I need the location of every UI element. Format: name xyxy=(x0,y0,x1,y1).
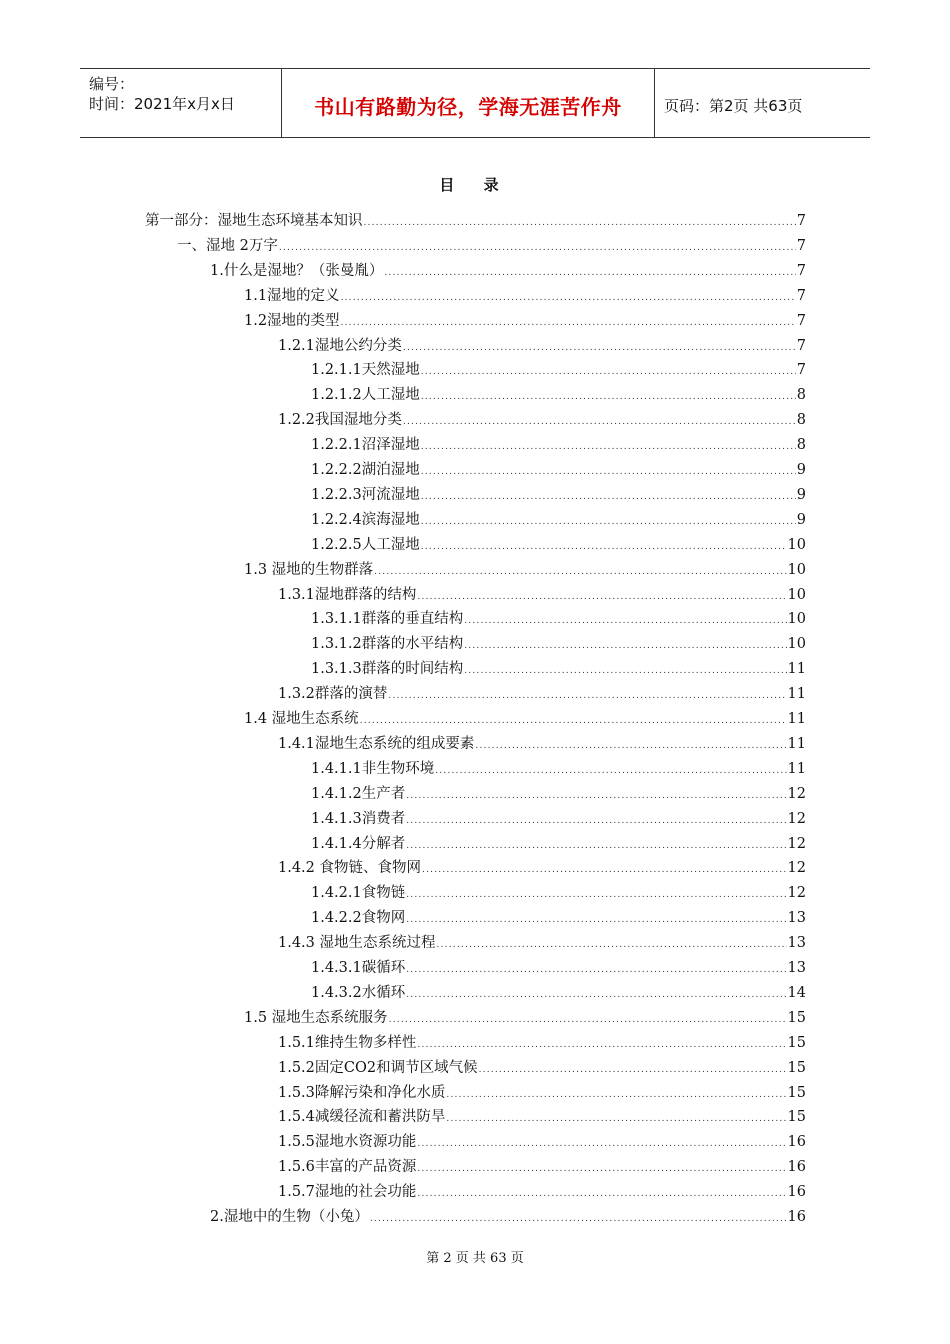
toc-entry-title: 1.4.1.1非生物环境 xyxy=(311,760,435,777)
toc-entry-page-number: 16 xyxy=(787,1209,806,1225)
toc-entry[interactable] xyxy=(311,533,806,553)
toc-leader-dots xyxy=(435,766,786,776)
header-table xyxy=(80,68,870,138)
toc-entry-title: 1.4.1湿地生态系统的组成要素 xyxy=(278,735,475,752)
toc-leader-dots xyxy=(406,841,786,851)
header-page-info: 页码：第2页 共63页 xyxy=(664,97,803,115)
toc-entry[interactable] xyxy=(278,1155,806,1175)
toc-entry[interactable] xyxy=(311,358,806,378)
toc-leader-dots xyxy=(437,940,787,950)
toc-entry-title: 1.4.2.2食物网 xyxy=(311,910,406,927)
toc-entry-page-number: 14 xyxy=(787,984,806,1001)
toc-entry-page-number: 12 xyxy=(787,810,806,827)
header-motto: 书山有路勤为径，学海无涯苦作舟 xyxy=(314,95,622,119)
toc-entry-title: 1.3 湿地的生物群落 xyxy=(244,561,374,578)
toc-leader-dots xyxy=(403,343,796,353)
toc-entry-page-number: 16 xyxy=(787,1134,806,1151)
toc-entry[interactable] xyxy=(210,1205,806,1225)
toc-entry-page-number: 7 xyxy=(796,337,806,354)
toc-leader-dots xyxy=(406,915,786,925)
toc-leader-dots xyxy=(464,641,786,651)
toc-leader-dots xyxy=(384,268,795,278)
toc-entry-title: 1.5.6丰富的产品资源 xyxy=(278,1159,417,1176)
toc-leader-dots xyxy=(479,1065,787,1075)
toc-leader-dots xyxy=(406,791,786,801)
toc-entry-title: 1.3.1.1群落的垂直结构 xyxy=(311,611,464,628)
toc-entry-page-number: 15 xyxy=(787,1009,806,1026)
toc-entry[interactable] xyxy=(244,707,806,727)
toc-entry-title: 1.4.1.2生产者 xyxy=(311,785,406,802)
toc-leader-dots xyxy=(464,666,786,676)
toc-leader-dots xyxy=(360,716,787,726)
toc-entry-page-number: 7 xyxy=(796,362,806,379)
toc-entry[interactable] xyxy=(311,458,806,478)
toc-entry[interactable] xyxy=(311,981,806,1001)
toc-entry-page-number: 7 xyxy=(796,237,806,254)
toc-entry-page-number: 9 xyxy=(796,511,806,528)
toc-leader-dots xyxy=(446,1114,786,1124)
toc-leader-dots xyxy=(417,1139,786,1149)
toc-entry-page-number: 10 xyxy=(787,636,806,653)
toc-entry[interactable] xyxy=(311,383,806,403)
toc-entry-page-number: 8 xyxy=(796,437,806,454)
toc-entry-title: 1.2.2.2湖泊湿地 xyxy=(311,462,420,478)
toc-entry-page-number: 13 xyxy=(787,910,806,927)
toc-entry-title: 1.什么是湿地？（张曼胤） xyxy=(210,262,384,279)
toc-leader-dots xyxy=(417,592,786,602)
header-meta-cell xyxy=(80,69,282,137)
toc-entry[interactable] xyxy=(311,632,806,652)
toc-entry-title: 1.4.1.3消费者 xyxy=(311,810,406,827)
toc-entry-title: 1.2.2.3河流湿地 xyxy=(311,486,420,503)
toc-entry-title: 1.2.1.1天然湿地 xyxy=(311,362,420,379)
toc-entry-page-number: 7 xyxy=(796,287,806,304)
toc-entry-title: 1.4 湿地生态系统 xyxy=(244,711,359,727)
toc-entry[interactable] xyxy=(278,1130,806,1150)
toc-entry-title: 1.4.3 湿地生态系统过程 xyxy=(278,935,436,952)
toc-entry-title: 1.4.3.2水循环 xyxy=(311,984,406,1001)
toc-entry-title: 1.3.2群落的演替 xyxy=(278,686,388,703)
toc-entry-page-number: 15 xyxy=(787,1059,806,1076)
toc-leader-dots xyxy=(406,816,786,826)
toc-entry-page-number: 10 xyxy=(787,561,806,578)
toc-entry[interactable] xyxy=(311,906,806,926)
toc-entry-page-number: 10 xyxy=(787,611,806,628)
toc-leader-dots xyxy=(446,1090,786,1100)
toc-entry[interactable] xyxy=(278,682,806,702)
toc-entry-page-number: 16 xyxy=(787,1184,806,1201)
toc-entry-page-number: 7 xyxy=(796,213,806,229)
toc-entry-title: 1.5.1维持生物多样性 xyxy=(278,1034,417,1051)
toc-entry[interactable] xyxy=(311,433,806,453)
toc-leader-dots xyxy=(374,567,786,577)
toc-entry[interactable] xyxy=(278,1056,806,1076)
toc-entry[interactable] xyxy=(278,931,806,951)
toc-entry[interactable] xyxy=(311,508,806,528)
toc-entry-title: 1.3.1.3群落的时间结构 xyxy=(311,661,464,678)
toc-entry-title: 1.5 湿地生态系统服务 xyxy=(244,1009,388,1026)
toc-entry-title: 1.2.2.1沼泽湿地 xyxy=(311,437,420,454)
toc-leader-dots xyxy=(421,367,796,377)
toc-entry[interactable] xyxy=(244,1006,806,1026)
header-motto-cell xyxy=(282,69,655,137)
toc-leader-dots xyxy=(389,1015,787,1025)
toc-entry-title: 1.5.2固定CO2和调节区域气候 xyxy=(278,1059,478,1076)
toc-entry-page-number: 10 xyxy=(787,586,806,603)
toc-entry[interactable] xyxy=(311,657,806,677)
toc-entry-page-number: 10 xyxy=(787,536,806,553)
toc-leader-dots xyxy=(422,865,787,875)
toc-entry[interactable] xyxy=(244,284,806,304)
toc-entry-page-number: 12 xyxy=(787,835,806,852)
toc-entry[interactable] xyxy=(244,558,806,578)
toc-leader-dots xyxy=(403,417,796,427)
toc-entry-page-number: 11 xyxy=(787,760,806,777)
toc-leader-dots xyxy=(421,517,796,527)
toc-leader-dots xyxy=(421,542,787,552)
toc-entry-title: 2.湿地中的生物（小兔） xyxy=(210,1209,369,1225)
toc-entry-title: 第一部分：湿地生态环境基本知识 xyxy=(145,213,363,229)
toc-entry-title: 1.5.7湿地的社会功能 xyxy=(278,1184,417,1201)
toc-entry[interactable] xyxy=(278,732,806,752)
toc-entry-title: 1.4.3.1碳循环 xyxy=(311,960,406,976)
toc-leader-dots xyxy=(421,492,796,502)
toc-entry-page-number: 8 xyxy=(796,412,806,429)
toc-entry[interactable] xyxy=(210,259,806,279)
toc-entry-title: 一、湿地 2万字 xyxy=(177,237,278,254)
toc-entry[interactable] xyxy=(278,856,806,876)
toc-entry[interactable] xyxy=(278,1105,806,1125)
toc-entry-page-number: 8 xyxy=(796,387,806,404)
toc-leader-dots xyxy=(406,890,786,900)
toc-entry-title: 1.5.4减缓径流和蓄洪防旱 xyxy=(278,1109,446,1126)
toc-entry-page-number: 16 xyxy=(787,1159,806,1176)
toc-entry[interactable] xyxy=(311,483,806,503)
toc-entry-page-number: 15 xyxy=(787,1084,806,1101)
toc-entry-page-number: 11 xyxy=(787,735,806,752)
toc-entry[interactable] xyxy=(311,782,806,802)
toc-entry[interactable] xyxy=(278,1180,806,1200)
toc-leader-dots xyxy=(417,1189,786,1199)
toc-entry-page-number: 12 xyxy=(787,885,806,902)
toc-entry-page-number: 12 xyxy=(787,785,806,802)
toc-entry-title: 1.2湿地的类型 xyxy=(244,312,340,329)
toc-entry[interactable] xyxy=(311,881,806,901)
toc-entry[interactable] xyxy=(278,1031,806,1051)
toc-entry-title: 1.5.5湿地水资源功能 xyxy=(278,1134,417,1151)
toc-entry[interactable] xyxy=(278,334,806,354)
toc-entry[interactable] xyxy=(311,807,806,827)
toc-entry-title: 1.4.1.4分解者 xyxy=(311,835,406,852)
toc-entry[interactable] xyxy=(278,583,806,603)
toc-leader-dots xyxy=(341,293,796,303)
toc-entry[interactable] xyxy=(145,209,806,229)
toc-entry-title: 1.3.1湿地群落的结构 xyxy=(278,586,417,603)
toc-entry-title: 1.4.2 食物链、食物网 xyxy=(278,860,422,877)
toc-leader-dots xyxy=(364,218,796,228)
toc-entry[interactable] xyxy=(278,408,806,428)
toc-entry[interactable] xyxy=(311,607,806,627)
toc-entry-title: 1.2.1湿地公约分类 xyxy=(278,337,402,354)
toc-entry-title: 1.2.1.2人工湿地 xyxy=(311,387,420,404)
toc-entry-page-number: 7 xyxy=(796,262,806,279)
toc-entry-title: 1.1湿地的定义 xyxy=(244,287,340,304)
toc-leader-dots xyxy=(406,990,786,1000)
document-number-label: 编号： xyxy=(89,75,135,93)
toc-leader-dots xyxy=(279,243,796,253)
toc-entry[interactable] xyxy=(244,309,806,329)
header-page-cell xyxy=(655,69,870,137)
toc-leader-dots xyxy=(341,318,796,328)
page-footer: 第 2 页 共 63 页 xyxy=(426,1251,524,1266)
toc-entry-page-number: 9 xyxy=(796,486,806,503)
toc-leader-dots xyxy=(464,616,786,626)
toc-entry-page-number: 13 xyxy=(787,960,806,976)
toc-entry[interactable] xyxy=(311,832,806,852)
toc-leader-dots xyxy=(370,1214,787,1224)
document-time-label: 时间：2021年x月x日 xyxy=(89,95,235,113)
toc-leader-dots xyxy=(421,467,796,477)
toc-entry-page-number: 11 xyxy=(787,661,806,678)
toc-leader-dots xyxy=(475,741,786,751)
toc-leader-dots xyxy=(417,1040,786,1050)
toc-entry-page-number: 11 xyxy=(787,711,806,727)
toc-leader-dots xyxy=(421,392,796,402)
toc-leader-dots xyxy=(388,691,786,701)
toc-entry-title: 1.2.2.4滨海湿地 xyxy=(311,511,420,528)
toc-entry-title: 1.3.1.2群落的水平结构 xyxy=(311,636,464,653)
toc-leader-dots xyxy=(417,1164,786,1174)
toc-entry-title: 1.4.2.1食物链 xyxy=(311,885,406,902)
toc-entry-page-number: 12 xyxy=(787,860,806,877)
toc-leader-dots xyxy=(406,965,786,975)
toc-entry[interactable] xyxy=(311,956,806,976)
toc-entry[interactable] xyxy=(311,757,806,777)
toc-entry-page-number: 11 xyxy=(787,686,806,703)
toc-entry-page-number: 15 xyxy=(787,1109,806,1126)
toc-entry-page-number: 15 xyxy=(787,1034,806,1051)
toc-entry-page-number: 9 xyxy=(796,462,806,478)
toc-leader-dots xyxy=(421,442,796,452)
toc-entry[interactable] xyxy=(278,1081,806,1101)
toc-entry-title: 1.5.3降解污染和净化水质 xyxy=(278,1084,446,1101)
toc-entry-title: 1.2.2.5人工湿地 xyxy=(311,536,420,553)
toc-title: 目 录 xyxy=(439,176,511,194)
toc-entry-page-number: 7 xyxy=(796,312,806,329)
toc-entry-page-number: 13 xyxy=(787,935,806,952)
toc-entry[interactable] xyxy=(177,234,806,254)
toc-entry-title: 1.2.2我国湿地分类 xyxy=(278,412,402,429)
